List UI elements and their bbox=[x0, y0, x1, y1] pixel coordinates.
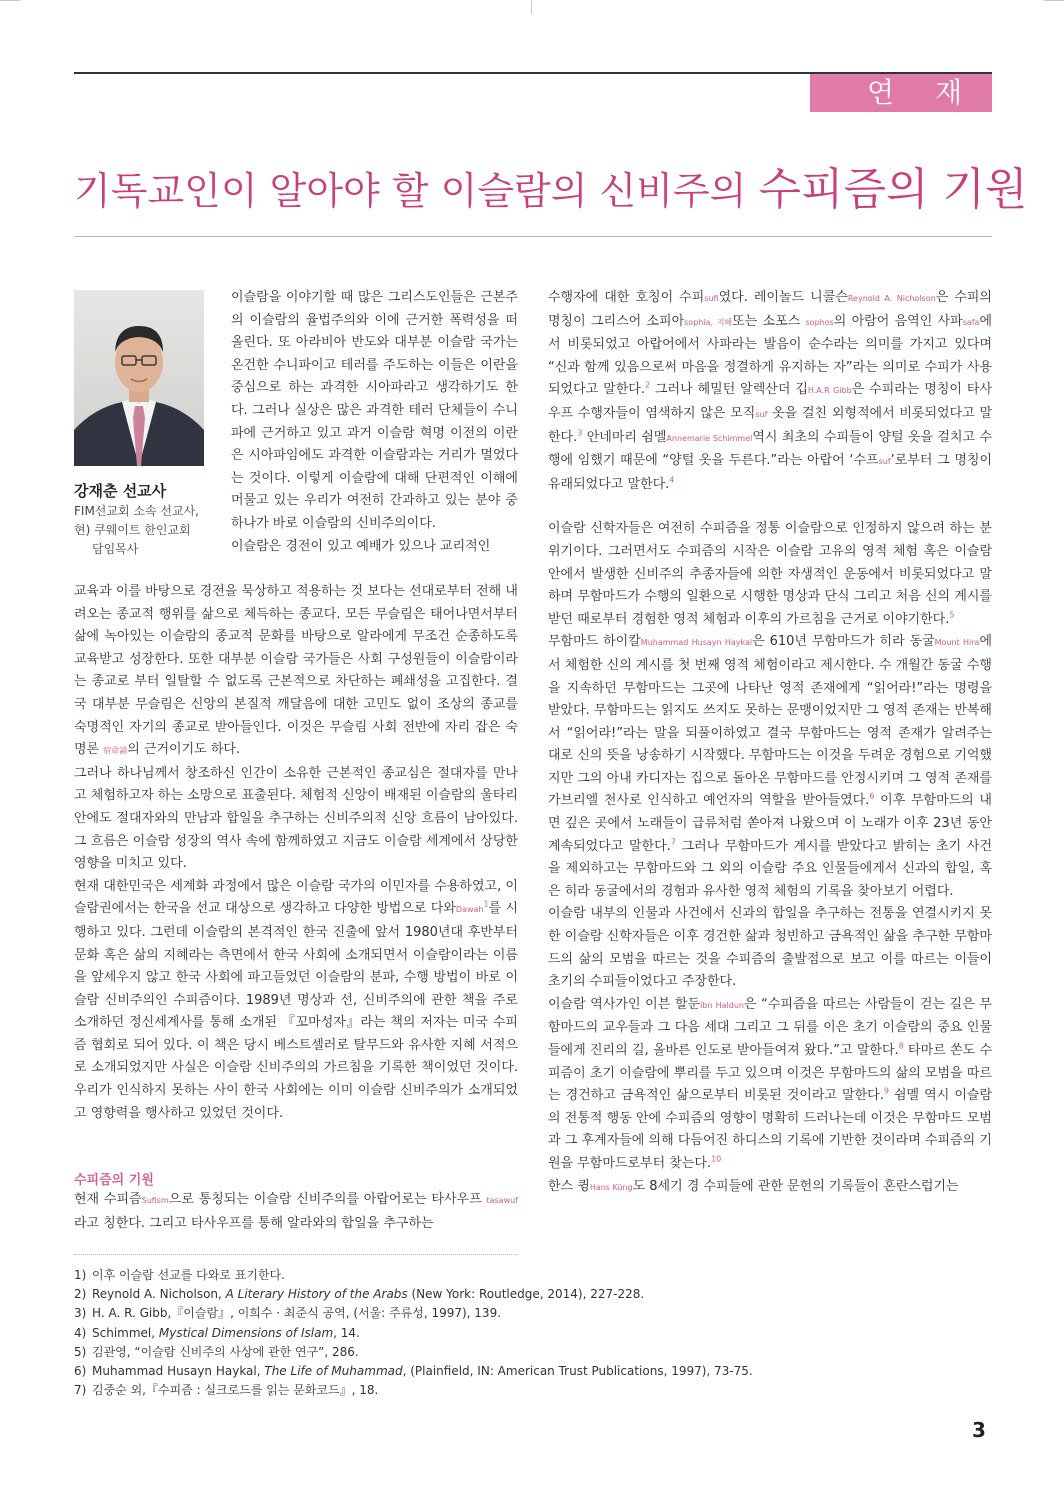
annotation: H.A.R Gibb bbox=[807, 386, 852, 396]
paragraph: 그러나 하나님께서 창조하신 인간이 소유한 근본적인 종교심은 절대자를 만나고 체험하고자 하는 소망으로 표출된다. 체험적 신앙이 배재된 이슬람의 울타리 안에도 절대자와의 만남과 합일을 추구하는 신비주의적 신앙 흐름이 남아있다. 그 흐름은 이슬람 성장의 역사 속에 함께하였고 지금도 이슬람 세계에서 상당한 영향을 미치고 있다. bbox=[74, 765, 518, 872]
footnote bbox=[74, 1304, 794, 1323]
text-run: 현재 대한민국은 세계화 과정에서 많은 이슬람 국가의 이민자를 수용하였고, 이슬람권에서는 한국을 선교 대상으로 생각하고 다양한 방법으로 다와 bbox=[74, 878, 518, 917]
annotation: Annemarie Schimmel bbox=[666, 433, 753, 443]
paragraph: 이슬람은 경전이 있고 예배가 있으나 교리적인 bbox=[231, 538, 491, 554]
text-run: 의 근거이기도 하다. bbox=[127, 742, 241, 758]
text-run: 그러나 헤밀턴 알렉산더 깁 bbox=[650, 382, 808, 398]
footnote-text: H. A. R. Gibb,『이슬람』, 이희수 · 최준식 공역, (서울: 주류성, 1997), 139. bbox=[92, 1306, 502, 1321]
text-run: 이슬람 신학자들은 여전히 수피즘을 정통 이슬람으로 인정하지 않으려 하는 분위기이다. 그러면서도 수피즘의 시작은 이슬람 고유의 영적 체험 혹은 이슬람 안에서 발생한 신비주의 추종자들에 의한 자생적인 운동에서 비롯되었다고 말하며 무함마드가 수행의 일환으로 시행한 명상과 단식 그리고 처음 신의 계시를 받던 때로부터 경험한 영적 체험과 이후의 가르침을 근거로 이야기한다. bbox=[548, 521, 992, 627]
intro-text bbox=[231, 287, 518, 558]
footnote bbox=[74, 1343, 794, 1362]
footnote-ref: 3 bbox=[577, 428, 583, 438]
footnote-text: Muhammad Husayn Haykal, bbox=[92, 1364, 265, 1379]
footnote-ref: 1 bbox=[483, 899, 489, 909]
text-run: 현재 수피즘 bbox=[74, 1192, 142, 1207]
footnotes bbox=[74, 1266, 794, 1400]
paragraph: 이슬람 내부의 인물과 사건에서 신과의 합일을 추구하는 전통을 연결시키지 못한 이슬람 신학자들은 이후 경건한 삶과 청빈하고 금욕적인 삶을 추구한 무함마드의 삶의 모범을 따르는 것을 수피즘의 출발점으로 보고 이를 따르는 이들이 초기의 수피들이었다고 주장한다. bbox=[548, 906, 992, 990]
author-name: 강재춘 선교사 bbox=[74, 482, 167, 500]
author-affiliation-line: 현) 쿠웨이트 한인교회 bbox=[74, 523, 191, 537]
annotation: Sufism bbox=[141, 1196, 169, 1205]
paragraph bbox=[74, 1189, 518, 1235]
annotation: Hans Küng bbox=[589, 1182, 633, 1192]
footnote-ref: 4 bbox=[669, 475, 675, 485]
text-run: 쉼멜 역시 이슬람의 전통적 행동 안에 수피즘의 영향이 명확히 드러나는데 이것은 무함마드 모범과 그 후계자들에 의해 다듬어진 하디스의 기록에 기반한 것이라며 수피즘의 기원을 무함마드로부터 찾는다. bbox=[548, 1088, 992, 1171]
annotation: Mount Hira bbox=[934, 638, 980, 648]
annotation: 宿命論 bbox=[103, 746, 128, 756]
text-run: 의 아람어 음역인 사파 bbox=[833, 313, 963, 329]
footnote-separator bbox=[74, 1254, 518, 1255]
annotation: tasawuf bbox=[486, 1196, 518, 1205]
author-photo bbox=[74, 290, 204, 466]
footnote-number: 1) bbox=[74, 1268, 87, 1282]
paragraph bbox=[548, 518, 992, 631]
footnote-text: Reynold A. Nicholson, bbox=[92, 1287, 226, 1302]
text-run: 에서 비롯되었고 아랍어에서 사파라는 발음이 순수라는 의미를 가지고 있다며 “신과 함께 있음으로써 마음을 정결하게 유지하는 자”라는 의미로 수피가 사용되었다고 말한다. bbox=[548, 313, 992, 398]
text-run: 타마르 쏜도 수피즘이 초기 이슬람에 뿌리를 두고 있으며 이것은 무함마드의 삶의 모범을 따르는 경건하고 금욕적인 삶으로부터 비롯된 것이라고 말한다. bbox=[548, 1043, 993, 1104]
text-run: 에서 체험한 신의 계시를 첫 번째 영적 체험이라고 제시한다. 수 개월간 동굴 수행을 지속하던 무함마드는 그곳에 나타난 영적 존재에게 “읽어라!”라는 명령을 받았다. 무함마드는 읽지도 쓰지도 못하는 문맹이었지만 그 영적 존재는 반복해서 “읽어라!”라는 말을 되풀이하였고 결국 무함마드는 영적 존재가 알려주는 대로 신의 뜻을 낭송하기 시작했다. 무함마드는 이것을 두려운 경험으로 기억했지만 그의 아내 카디자는 집으로 돌아온 무함마드를 안정시키며 그 영적 존재를 가브리엘 천사로 인식하고 예언자의 역할을 받아들였다. bbox=[548, 634, 993, 809]
text-run: 수행자에 대한 호칭이 수피 bbox=[548, 290, 705, 305]
footnote-text: Schimmel, bbox=[92, 1325, 159, 1340]
footnote-title: The Life of Muhammad bbox=[264, 1364, 403, 1379]
footnote-title: A Literary History of the Arabs bbox=[225, 1287, 408, 1302]
text-run: 은 “수피즘을 따르는 사람들이 걷는 길은 무함마드의 교우들과 그 다음 세대 그리고 그 뒤를 이은 초기 이슬람의 중요 인물들에게 진리의 길, 올바른 인도로 받아들여져 왔다.”고 말한다. bbox=[548, 996, 992, 1058]
text-run: 옷을 걸친 외형적에서 비롯되었다고 말한다. bbox=[548, 405, 993, 445]
portrait-illustration bbox=[74, 290, 204, 466]
author-affiliation-line: FIM선교회 소속 선교사, bbox=[74, 504, 199, 518]
paragraph bbox=[74, 876, 518, 1126]
footnote bbox=[74, 1362, 794, 1381]
footnote-ref: 8 bbox=[898, 1041, 904, 1051]
page-number: 3 bbox=[972, 1418, 986, 1442]
text-run: 안네마리 쉼멜 bbox=[582, 429, 667, 445]
annotation: Muhammad Husayn Haykal bbox=[640, 638, 753, 648]
paragraph: 이슬람을 이야기할 때 많은 그리스도인들은 근본주의 이슬람의 율법주의와 이에 근거한 폭력성을 떠올린다. 또 아라비아 반도와 대부분 이슬람 국가는 온건한 수니파이고 테러를 주도하는 이들은 이란을 중심으로 하는 과격한 시아파라고 생각하기도 한다. 그러나 실상은 많은 과격한 테러 단체들이 수니파에 근거하고 있고 과거 이슬람 혁명 이전의 이란은 시아파임에도 과격한 이슬람과는 거리가 멀었다는 것이다. 이렇게 이슬람에 대해 단편적인 이해에 머물고 있는 우리가 여전히 간과하고 있는 분야 중 하나가 바로 이슬람의 신비주의이다. bbox=[231, 290, 518, 531]
text-run: 으로 통칭되는 이슬람 신비주의를 아랍어로는 타사우프 bbox=[168, 1192, 487, 1207]
footnote-ref: 2 bbox=[644, 381, 651, 391]
section-heading: 수피즘의 기원 bbox=[74, 1173, 154, 1188]
footnote-number: 6) bbox=[74, 1364, 87, 1379]
text-run: 또는 소포스 bbox=[732, 313, 806, 329]
left-column-text-end bbox=[74, 1189, 518, 1235]
text-run: 를 시행하고 있다. 그런데 이슬람의 본격적인 한국 진출에 앞서 1980년대 후반부터 문화 혹은 삶의 지혜라는 측면에서 한국 사회에 소개되면서 이슬람이라는 이름을 앞세우지 않고 한국 사회에 파고들었던 이슬람의 분파, 수행 방법이 바로 이슬람 신비주의인 수피즘이다. 1989년 명상과 선, 신비주의에 관한 책을 주로 소개하던 정신세계사를 통해 소개된 『꼬마성자』라는 책의 저자는 미국 수피즘 협회로 되어 있다. 이 책은 당시 베스트셀러로 탈무드와 유사한 지혜 서적으로 소개되었지만 사실은 이슬람 신비주의의 가르침을 기록한 책이었던 것이다. 우리가 인식하지 못하는 사이 한국 사회에는 이미 이슬람 신비주의가 소개되었고 영향력을 행사하고 있었던 것이다. bbox=[74, 901, 519, 1121]
paragraph bbox=[74, 581, 518, 763]
footnote bbox=[74, 1381, 794, 1400]
right-column-text bbox=[548, 287, 992, 1199]
footnote bbox=[74, 1266, 794, 1285]
title-prefix: 기독교인이 알아야 할 이슬람의 신비주의 bbox=[74, 169, 759, 213]
text-run: 이후 무함마드의 내면 깊은 곳에서 노래들이 급류처럼 쏟아져 나왔으며 이 노래가 이후 23년 동안 계속되었다고 말한다. bbox=[548, 793, 992, 854]
crop-mark-top-right bbox=[1044, 0, 1064, 1]
text-run: ’로부터 그 명칭이 유래되었다고 말한다. bbox=[548, 453, 993, 492]
author-affiliation bbox=[74, 502, 224, 559]
paragraph bbox=[548, 287, 992, 496]
text-run: 라고 칭한다. 그리고 타사우프를 통해 알라와의 합일을 추구하는 bbox=[74, 1215, 434, 1231]
text-run: 이슬람 역사가인 이븐 할둔 bbox=[548, 996, 701, 1012]
footnote bbox=[74, 1285, 794, 1304]
footnote-ref: 10 bbox=[711, 1154, 722, 1164]
footnote-number: 7) bbox=[74, 1383, 87, 1398]
text-run: 무함마드 하이칼 bbox=[548, 634, 641, 650]
text-run: 였다. 레이놀드 니콜슨 bbox=[718, 290, 848, 305]
paragraph bbox=[548, 1176, 992, 1200]
paragraph bbox=[548, 994, 992, 1176]
text-run: 은 수피라는 명칭이 타사우프 수행자들이 염색하지 않은 모직 bbox=[548, 382, 992, 421]
annotation: sophos bbox=[805, 317, 834, 327]
text-run: 역시 최초의 수피들이 양털 옷을 걸치고 수행에 임했기 때문에 “양털 옷을 두른다.”라는 아랍어 ‘수프 bbox=[548, 429, 992, 469]
section-tag: 연 재 bbox=[810, 74, 992, 112]
footnote-text: 김중순 외,『수피즘 : 실크로드를 읽는 문화코드』, 18. bbox=[92, 1383, 379, 1398]
footnote-text: 김관영, “이슬람 신비주의 사상에 관한 연구”, 286. bbox=[92, 1344, 359, 1359]
footnote-text: , 14. bbox=[333, 1325, 360, 1340]
annotation: suf bbox=[878, 457, 891, 467]
text-run: 은 수피의 명칭이 그리스어 소피아 bbox=[548, 290, 992, 329]
footnote bbox=[74, 1324, 794, 1343]
paragraph bbox=[548, 631, 992, 903]
footnote-number: 5) bbox=[74, 1344, 87, 1359]
text-run: 교육과 이를 바탕으로 경전을 묵상하고 적용하는 것 보다는 선대로부터 전해 내려오는 종교적 행위를 삶으로 체득하는 종교다. 모든 무슬림은 태어나면서부터 삶에 녹아있는 이슬람의 종교적 문화를 바탕으로 알라에게 무조건 순종하도록 교육받고 성장한다. 또한 대부분 이슬람 국가들은 사회 구성원들이 이슬람이라는 종교로 부터 일탈할 수 없도록 근본적으로 차단하는 폐쇄성을 고집한다. 결국 대부분 무슬림은 신앙의 본질적 깨달음에 대한 고민도 없이 조상의 종교를 숙명적인 자기의 종교로 받아들인다. 이것은 무슬림 사회 전반에 자리 잡은 숙명론 bbox=[74, 584, 518, 758]
footnote-ref: 6 bbox=[869, 792, 875, 802]
text-run: 도 8세기 경 수피들에 관한 문헌의 기록들이 혼란스럽기는 bbox=[632, 1178, 959, 1194]
author-affiliation-line: 담임목사 bbox=[92, 542, 139, 556]
annotation: Dawah bbox=[455, 905, 484, 915]
text-run: 은 610년 무함마드가 히라 동굴 bbox=[752, 634, 935, 650]
annotation: sufi bbox=[704, 294, 719, 303]
annotation: Ibn Haldun bbox=[700, 1000, 744, 1010]
title-rule bbox=[74, 236, 992, 237]
title-emphasis: 수피즘의 기원 bbox=[758, 164, 1028, 215]
annotation: sophia, 지혜 bbox=[684, 317, 733, 327]
text-run: 한스 큉 bbox=[548, 1178, 590, 1194]
crop-mark-top-center bbox=[531, 0, 532, 14]
text-run: 그러나 무함마드가 계시를 받았다고 밝히는 초기 사건을 제외하고는 무함마드와 그 외의 이슬람 주요 인물들에게서 신과의 합일, 혹은 히라 동굴에서의 경험과 유사한 영적 체험의 기록을 찾아보기 어렵다. bbox=[548, 838, 992, 899]
annotation: safa bbox=[962, 317, 980, 327]
footnote-title: Mystical Dimensions of Islam bbox=[158, 1325, 334, 1340]
footnote-ref: 7 bbox=[670, 837, 676, 847]
footnote-number: 3) bbox=[74, 1306, 87, 1321]
article-title bbox=[74, 162, 1028, 219]
footnote-number: 4) bbox=[74, 1325, 87, 1340]
footnote-text: , (Plainfield, IN: American Trust Publications, 1997), 73-75. bbox=[402, 1364, 753, 1379]
footnote-text: 이후 이슬람 선교를 다와로 표기한다. bbox=[92, 1268, 285, 1282]
left-column-text bbox=[74, 581, 518, 1125]
footnote-number: 2) bbox=[74, 1287, 87, 1302]
footnote-ref: 9 bbox=[883, 1086, 889, 1096]
annotation: suf bbox=[755, 409, 768, 419]
crop-mark-top-left bbox=[0, 0, 20, 1]
footnote-ref: 5 bbox=[949, 610, 955, 620]
annotation: Reynold A. Nicholson bbox=[847, 294, 936, 303]
footnote-text: (New York: Routledge, 2014), 227-228. bbox=[407, 1287, 645, 1302]
